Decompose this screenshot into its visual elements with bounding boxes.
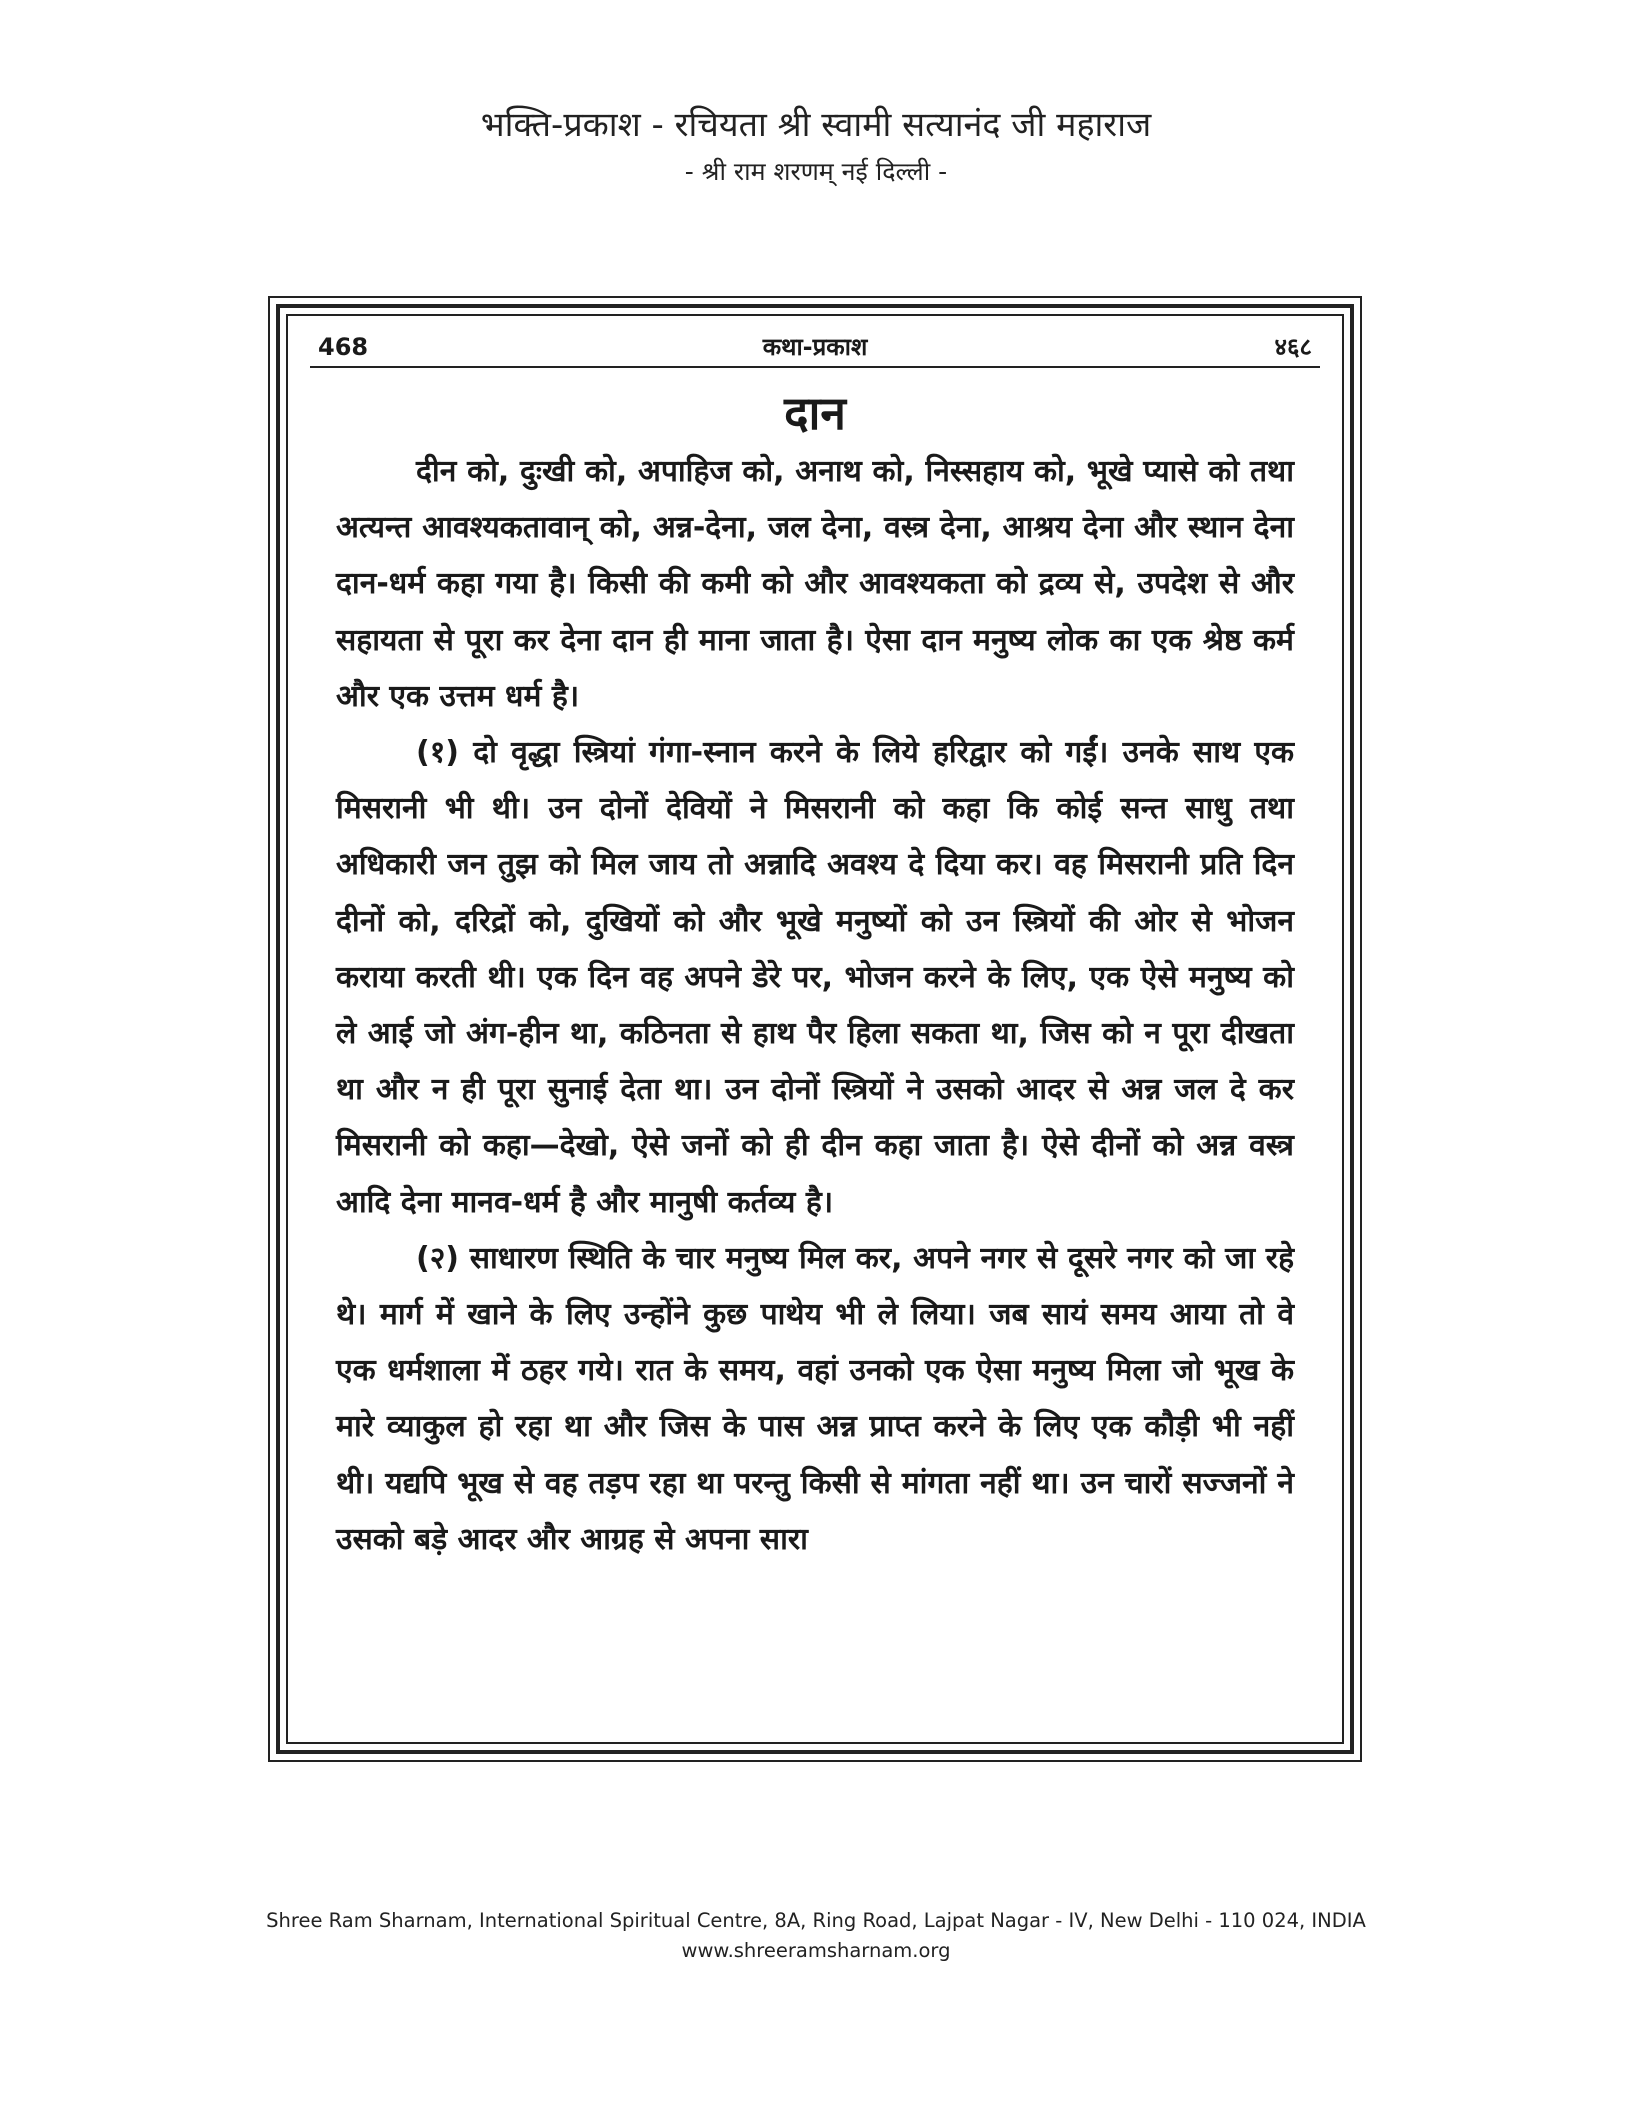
page-header — [0, 100, 1632, 192]
book-page-border — [276, 304, 1354, 1754]
book-page-number-devanagari: ४६८ — [1274, 333, 1312, 361]
footer-website: www.shreeramsharnam.org — [681, 1939, 951, 1962]
footer-address: Shree Ram Sharnam, International Spiritual Centre, 8A, Ring Road, Lajpat Nagar - IV, New Delhi - 110 024, INDIA — [266, 1909, 1366, 1932]
book-running-header — [310, 330, 1320, 368]
paragraph-story-2: (२) साधारण स्थिति के चार मनुष्य मिल कर, अपने नगर से दूसरे नगर को जा रहे थे। मार्ग में खाने के लिए उन्होंने कुछ पाथेय भी ले लिया। जब सायं समय आया तो वे एक धर्मशाला में ठहर गये। रात के समय, वहां उनको एक ऐसा मनुष्य मिला जो भूख के मारे व्याकुल हो रहा था और जिस के पास अन्न प्राप्त करने के लिए एक कौड़ी भी नहीं थी। यद्यपि भूख से वह तड़प रहा था परन्तु किसी से मांगता नहीं था। उन चारों सज्जनों ने उसको बड़े आदर और आग्रह से अपना सारा — [336, 1240, 1294, 1557]
paragraph-intro: दीन को, दुःखी को, अपाहिज को, अनाथ को, निस्सहाय को, भूखे प्यासे को तथा अत्यन्त आवश्यकतावान् को, अन्न-देना, जल देना, वस्त्र देना, आश्रय देना और स्थान देना दान-धर्म कहा गया है। किसी की कमी को और आवश्यकता को द्रव्य से, उपदेश से और सहायता से पूरा कर देना दान ही माना जाता है। ऐसा दान मनुष्य लोक का एक श्रेष्ठ कर्म और एक उत्तम धर्म है। — [336, 454, 1294, 714]
chapter-title: दान — [784, 386, 846, 440]
book-page-inner-border — [286, 314, 1344, 1744]
page-footer — [0, 1906, 1632, 1966]
book-page-frame — [268, 296, 1362, 1762]
book-page-number: 468 — [318, 333, 369, 361]
paragraph-story-1: (१) दो वृद्धा स्त्रियां गंगा-स्नान करने के लिये हरिद्वार को गईं। उनके साथ एक मिसरानी भी थी। उन दोनों देवियों ने मिसरानी को कहा कि कोई सन्त साधु तथा अधिकारी जन तुझ को मिल जाय तो अन्नादि अवश्य दे दिया कर। वह मिसरानी प्रति दिन दीनों को, दरिद्रों को, दुखियों को और भूखे मनुष्यों को उन स्त्रियों की ओर से भोजन कराया करती थी। एक दिन वह अपने डेरे पर, भोजन करने के लिए, एक ऐसे मनुष्य को ले आई जो अंग-हीन था, कठिनता से हाथ पैर हिला सकता था, जिस को न पूरा दीखता था और न ही पूरा सुनाई देता था। उन दोनों स्त्रियों ने उसको आदर से अन्न जल दे कर मिसरानी को कहा—देखो, ऐसे जनों को ही दीन कहा जाता है। ऐसे दीनों को अन्न वस्त्र आदि देना मानव-धर्म है और मानुषी कर्तव्य है। — [336, 735, 1294, 1220]
header-title: भक्ति-प्रकाश - रचियता श्री स्वामी सत्यानंद जी महाराज — [480, 105, 1152, 145]
book-content — [336, 382, 1294, 1568]
book-section-title: कथा-प्रकाश — [762, 333, 868, 361]
header-subtitle: - श्री राम शरणम् नई दिल्ली - — [684, 157, 948, 186]
